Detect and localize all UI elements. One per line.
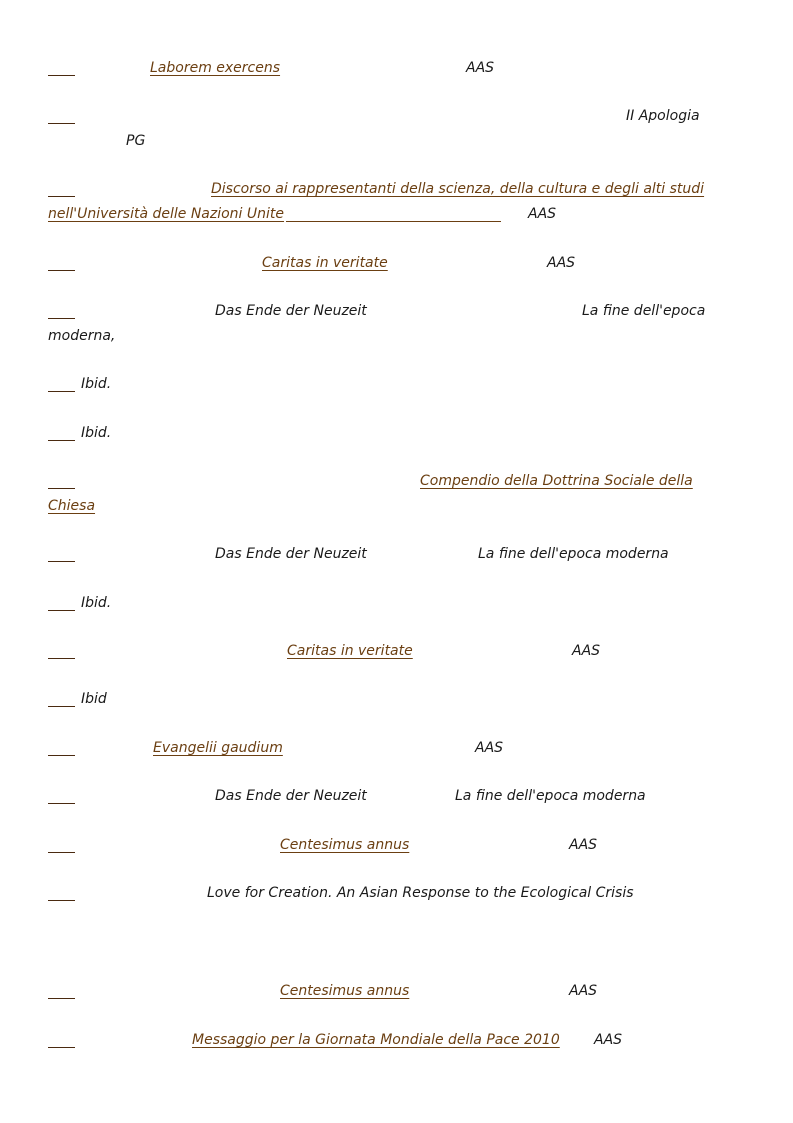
footnote-blank [48, 122, 75, 124]
footnote-line [48, 1030, 748, 1050]
footnote-link[interactable]: Messaggio per la Giornata Mondiale della Pace 2010 [192, 1032, 560, 1048]
footnote-blank [48, 609, 75, 611]
footnote-blank [48, 754, 75, 756]
footnote-source: AAS [569, 837, 598, 853]
footnote-text: Ibid. [81, 376, 112, 392]
footnote-text: Das Ende der Neuzeit [215, 303, 367, 319]
footnote-source: PG [126, 133, 146, 149]
footnote-link[interactable]: Chiesa [48, 498, 96, 514]
footnote-text: Love for Creation. An Asian Response to the Ecological Crisis [207, 885, 634, 901]
footnote-text: La fine dell'epoca [582, 303, 706, 319]
link-underline-tail [286, 220, 501, 222]
footnote-text: Ibid. [81, 425, 112, 441]
footnote-link[interactable]: Evangelii gaudium [153, 740, 283, 756]
footnote-source: AAS [528, 206, 557, 222]
footnote-source: AAS [572, 643, 601, 659]
footnote-link[interactable]: Centesimus annus [280, 837, 410, 853]
footnote-line [48, 374, 748, 394]
footnote-text: Das Ende der Neuzeit [215, 788, 367, 804]
footnote-line [48, 883, 748, 903]
footnote-source: AAS [466, 60, 495, 76]
footnote-blank [48, 899, 75, 901]
footnote-text: La fine dell'epoca moderna [455, 788, 646, 804]
footnote-text: Das Ende der Neuzeit [215, 546, 367, 562]
footnote-line [48, 593, 748, 613]
footnote-text: Ibid [81, 691, 107, 707]
footnote-line [48, 423, 748, 443]
footnote-line-continued [48, 204, 748, 224]
footnote-link[interactable]: nell'Università delle Nazioni Unite [48, 206, 285, 222]
footnote-source: AAS [569, 983, 598, 999]
footnote-blank [48, 997, 75, 999]
footnote-line [48, 179, 748, 199]
footnote-text: La fine dell'epoca moderna [478, 546, 669, 562]
footnote-link[interactable]: Centesimus annus [280, 983, 410, 999]
footnote-line [48, 301, 748, 321]
footnote-line [48, 786, 748, 806]
footnote-blank [48, 802, 75, 804]
footnote-blank [48, 705, 75, 707]
footnote-source: AAS [547, 255, 576, 271]
footnote-blank [48, 195, 75, 197]
footnote-text: moderna, [48, 328, 116, 344]
footnote-link[interactable]: Compendio della Dottrina Sociale della [420, 473, 693, 489]
footnote-line [48, 738, 748, 758]
footnote-blank [48, 439, 75, 441]
footnote-line [48, 253, 748, 273]
footnote-link[interactable]: Laborem exercens [150, 60, 281, 76]
footnote-blank [48, 560, 75, 562]
footnote-line [48, 689, 748, 709]
footnote-blank [48, 317, 75, 319]
footnote-text: Ibid. [81, 595, 112, 611]
footnote-line [48, 58, 748, 78]
footnote-blank [48, 269, 75, 271]
footnote-blank [48, 657, 75, 659]
footnote-source: AAS [594, 1032, 623, 1048]
footnote-line [48, 835, 748, 855]
footnote-link[interactable]: Discorso ai rappresentanti della scienza, della cultura e degli alti studi [211, 181, 705, 197]
footnote-blank [48, 390, 75, 392]
footnote-text: II Apologia [626, 108, 700, 124]
footnote-line [48, 544, 748, 564]
footnote-blank [48, 1046, 75, 1048]
footnote-link[interactable]: Caritas in veritate [287, 643, 413, 659]
footnote-blank [48, 851, 75, 853]
footnote-line-continued [48, 131, 748, 151]
footnote-source: AAS [475, 740, 504, 756]
footnote-line [48, 641, 748, 661]
footnote-line [48, 981, 748, 1001]
footnote-line [48, 106, 748, 126]
footnote-link[interactable]: Caritas in veritate [262, 255, 388, 271]
footnote-line-continued [48, 326, 748, 346]
footnote-blank [48, 487, 75, 489]
footnote-line [48, 471, 748, 491]
footnote-blank [48, 74, 75, 76]
footnote-line-continued [48, 496, 748, 516]
